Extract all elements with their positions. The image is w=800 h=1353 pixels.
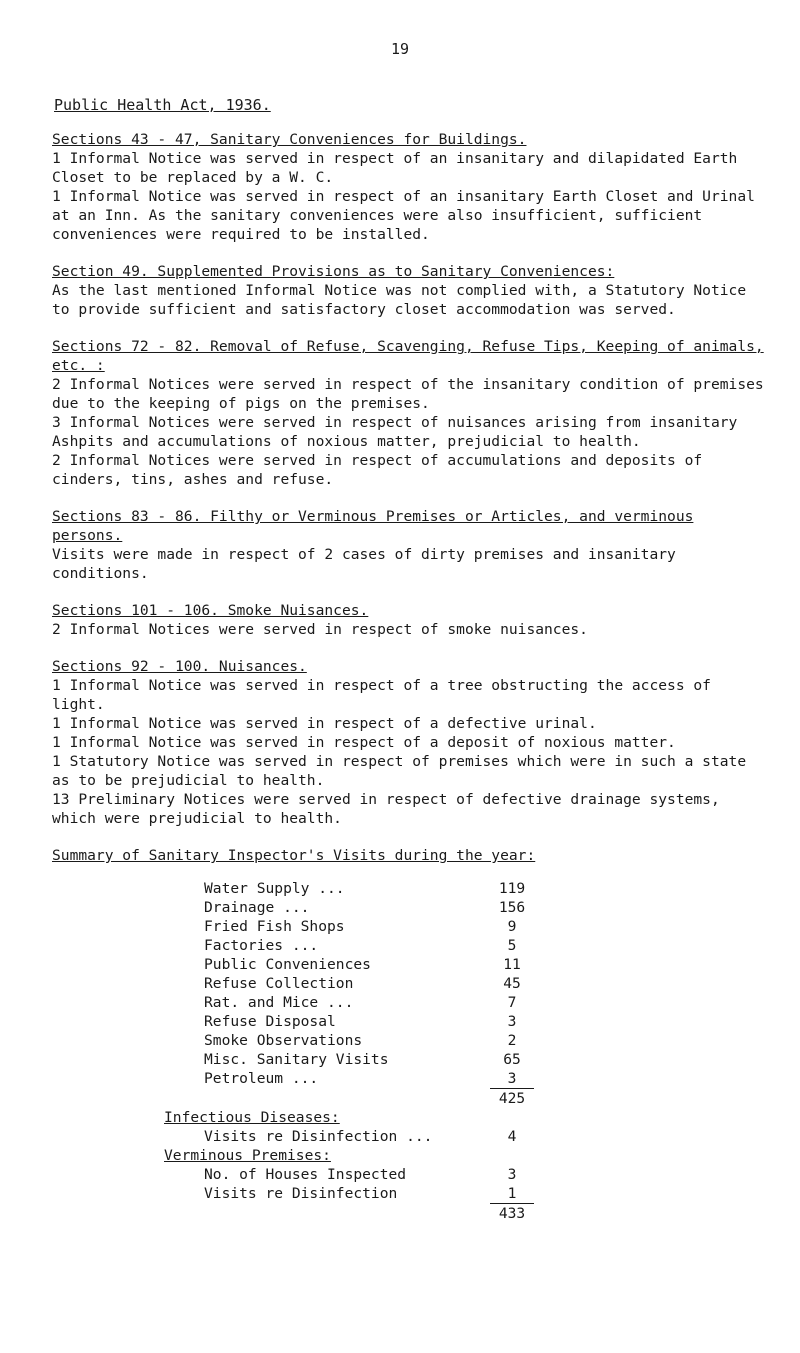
total-value: 433 <box>498 1205 526 1222</box>
section-heading: Section 49. Supplemented Provisions as to Sanitary Conveniences: <box>52 263 615 280</box>
summary-row <box>204 1069 534 1088</box>
summary-row <box>204 1050 534 1069</box>
running-title: Public Health Act, 1936. <box>54 96 271 114</box>
summary-title: Summary of Sanitary Inspector's Visits during the year: <box>52 847 536 864</box>
summary-label: Water Supply ... <box>204 880 345 897</box>
summary-row <box>204 1184 534 1203</box>
summary-value: 4 <box>507 1128 517 1145</box>
section-paragraph: 1 Informal Notice was served in respect of a defective urinal. <box>52 715 597 732</box>
section-removal-of-refuse <box>52 337 772 489</box>
section-verminous-premises <box>52 507 772 583</box>
summary-value: 3 <box>507 1070 517 1087</box>
section-heading: Sections 92 - 100. Nuisances. <box>52 658 307 675</box>
section-paragraph: 1 Informal Notice was served in respect of a tree obstructing the access of light. <box>52 677 711 713</box>
summary-row <box>204 1127 534 1146</box>
summary-row <box>204 879 534 898</box>
section-paragraph: Visits were made in respect of 2 cases of dirty premises and insanitary conditions. <box>52 546 676 582</box>
summary-label: No. of Houses Inspected <box>204 1166 407 1183</box>
summary-label: Refuse Collection <box>204 975 354 992</box>
section-paragraph: 1 Informal Notice was served in respect of an insanitary and dilapidated Earth Closet to be replaced by a W. C. <box>52 150 738 186</box>
summary-label: Visits re Disinfection <box>204 1185 398 1202</box>
summary-row <box>204 1012 534 1031</box>
summary-label: Fried Fish Shops <box>204 918 345 935</box>
subtotal-row <box>204 1089 534 1108</box>
section-paragraph: 13 Preliminary Notices were served in respect of defective drainage systems, which were prejudicial to health. <box>52 791 720 827</box>
section-paragraph: 1 Informal Notice was served in respect of a deposit of noxious matter. <box>52 734 676 751</box>
summary-value: 11 <box>503 956 521 973</box>
section-heading: Sections 83 - 86. Filthy or Verminous Premises or Articles, and verminous persons. <box>52 508 694 544</box>
summary-value: 3 <box>507 1166 517 1183</box>
summary-value: 1 <box>507 1185 517 1202</box>
summary-label: Drainage ... <box>204 899 310 916</box>
section-paragraph: As the last mentioned Informal Notice was not complied with, a Statutory Notice to provide sufficient and satisfactory closet accommodation was served. <box>52 282 747 318</box>
summary-label: Factories ... <box>204 937 319 954</box>
section-heading: Sections 101 - 106. Smoke Nuisances. <box>52 602 369 619</box>
summary-label: Refuse Disposal <box>204 1013 336 1030</box>
summary-value: 3 <box>507 1013 517 1030</box>
summary-row <box>204 917 534 936</box>
section-paragraph: 3 Informal Notices were served in respect of nuisances arising from insanitary Ashpits and accumulations of noxious matter, prejudicial to health. <box>52 414 738 450</box>
summary-row <box>204 898 534 917</box>
summary-value: 156 <box>498 899 526 916</box>
summary-value: 65 <box>503 1051 521 1068</box>
page-number: 19 <box>390 40 410 58</box>
summary-row <box>204 936 534 955</box>
summary-value: 2 <box>507 1032 517 1049</box>
section-paragraph: 2 Informal Notices were served in respect of accumulations and deposits of cinders, tins, ashes and refuse. <box>52 452 703 488</box>
section-heading: Sections 72 - 82. Removal of Refuse, Scavenging, Refuse Tips, Keeping of animals, etc. : <box>52 338 764 374</box>
section-paragraph: 2 Informal Notices were served in respect of the insanitary condition of premises due to the keeping of pigs on the premises. <box>52 376 764 412</box>
summary-row <box>204 1165 534 1184</box>
summary-row <box>204 955 534 974</box>
summary-value: 7 <box>507 994 517 1011</box>
summary-value: 119 <box>498 880 526 897</box>
summary-value: 9 <box>507 918 517 935</box>
total-row <box>204 1204 534 1223</box>
summary-label: Visits re Disinfection ... <box>204 1128 433 1145</box>
section-nuisances <box>52 657 772 828</box>
summary-value: 45 <box>503 975 521 992</box>
section-paragraph: 1 Informal Notice was served in respect of an insanitary Earth Closet and Urinal at an Inn. As the sanitary conveniences were also insufficient, sufficient conveniences were required to be installed. <box>52 188 755 243</box>
summary-row <box>204 993 534 1012</box>
summary-label: Petroleum ... <box>204 1070 319 1087</box>
summary-row <box>204 974 534 993</box>
summary-row <box>204 1031 534 1050</box>
section-supplemented-provisions <box>52 262 772 319</box>
verminous-premises-heading: Verminous Premises: <box>164 1147 331 1164</box>
section-sanitary-conveniences <box>52 130 772 244</box>
section-paragraph: 2 Informal Notices were served in respect of smoke nuisances. <box>52 621 588 638</box>
subtotal-value: 425 <box>498 1090 526 1107</box>
document-body <box>52 130 772 1223</box>
summary-label: Rat. and Mice ... <box>204 994 354 1011</box>
section-smoke-nuisances <box>52 601 772 639</box>
visits-summary-table <box>164 879 534 1223</box>
summary-label: Smoke Observations <box>204 1032 363 1049</box>
summary-label: Public Conveniences <box>204 956 371 973</box>
infectious-diseases-heading: Infectious Diseases: <box>164 1109 340 1126</box>
section-paragraph: 1 Statutory Notice was served in respect of premises which were in such a state as to be prejudicial to health. <box>52 753 747 789</box>
section-heading: Sections 43 - 47, Sanitary Conveniences for Buildings. <box>52 131 527 148</box>
summary-label: Misc. Sanitary Visits <box>204 1051 389 1068</box>
summary-value: 5 <box>507 937 517 954</box>
